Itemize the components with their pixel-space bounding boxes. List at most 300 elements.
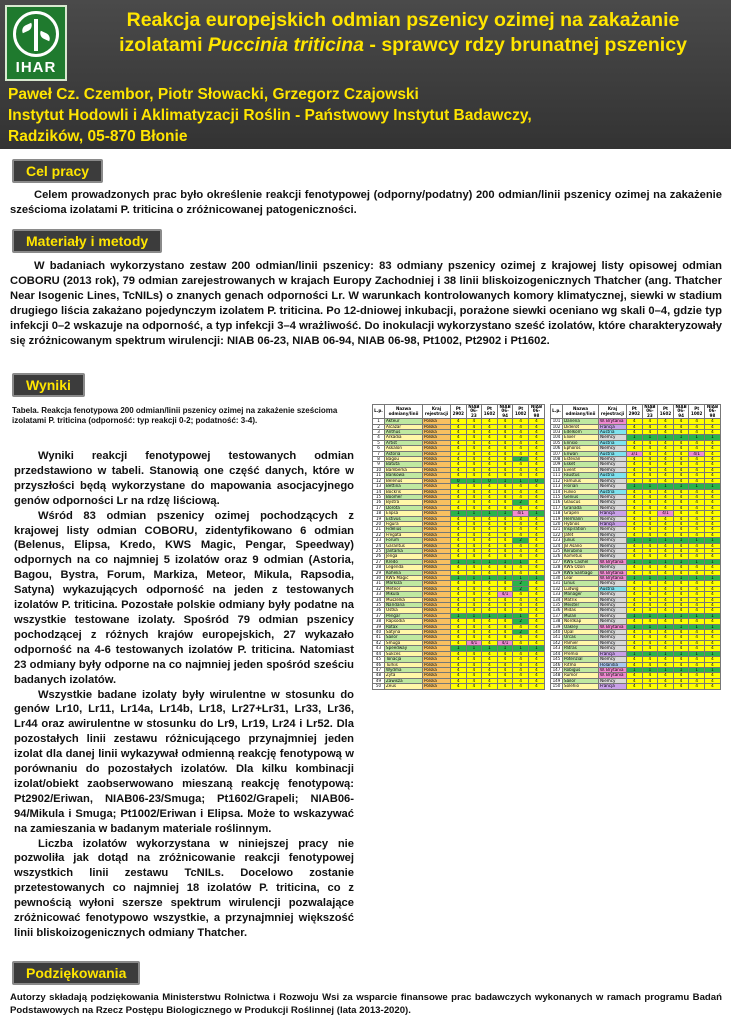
infection-type: 4: [513, 640, 529, 645]
infection-type: 4: [528, 673, 544, 678]
variety-name: Pamier: [563, 640, 599, 645]
infection-type: 4: [528, 570, 544, 575]
row-number: 12: [373, 478, 385, 483]
table-row: [373, 646, 545, 651]
infection-type: 1: [497, 576, 513, 581]
variety-name: Batuta: [385, 462, 423, 467]
infection-type: 1: [673, 624, 689, 629]
country: Polska: [423, 624, 451, 629]
variety-name: Premio: [563, 651, 599, 656]
row-number: 136: [551, 608, 563, 613]
infection-type: 4: [466, 619, 482, 624]
variety-name: Mikula: [385, 592, 423, 597]
table-row: [373, 565, 545, 570]
infection-type: 4: [513, 462, 529, 467]
infection-type: 4: [451, 565, 467, 570]
variety-name: Bamberka: [385, 467, 423, 472]
address: Radzików, 05-870 Błonie: [8, 128, 188, 145]
infection-type: 4: [466, 484, 482, 489]
infection-type: 4: [482, 603, 498, 608]
infection-type: 3: [451, 500, 467, 505]
table-row: [373, 603, 545, 608]
variety-name: Sailor: [563, 678, 599, 683]
infection-type: 4: [642, 657, 658, 662]
infection-type: 4: [528, 630, 544, 635]
row-number: 114: [551, 489, 563, 494]
infection-type: 4: [482, 484, 498, 489]
table-row: [373, 592, 545, 597]
country: Polska: [423, 440, 451, 445]
table-row: [373, 651, 545, 656]
variety-name: Muszelka: [385, 597, 423, 602]
infection-type: 4: [451, 489, 467, 494]
infection-type: 1: [673, 435, 689, 440]
row-number: 49: [373, 678, 385, 683]
row-number: 127: [551, 559, 563, 564]
infection-type: 4: [513, 565, 529, 570]
infection-type: 4: [673, 478, 689, 483]
infection-type: 4: [673, 657, 689, 662]
infection-type: 1: [642, 651, 658, 656]
infection-type: 4: [451, 516, 467, 521]
row-number: 150: [551, 684, 563, 689]
variety-name: Akteur: [385, 419, 423, 424]
row-number: 128: [551, 565, 563, 570]
infection-type: 1: [482, 576, 498, 581]
country: Niemcy: [599, 446, 627, 451]
infection-type: 1: [704, 651, 720, 656]
infection-type: 1: [627, 624, 643, 629]
table-row: [551, 667, 721, 672]
country: Polska: [423, 489, 451, 494]
infection-type: 4: [689, 527, 705, 532]
country: Polska: [423, 451, 451, 456]
table-row: [373, 430, 545, 435]
infection-type: 4: [482, 467, 498, 472]
infection-type: 4: [482, 419, 498, 424]
infection-type: 1: [627, 651, 643, 656]
table-row: [551, 651, 721, 656]
infection-type: 4: [451, 651, 467, 656]
variety-name: Naridana: [385, 603, 423, 608]
infection-type: 4: [658, 505, 674, 510]
variety-name: Oakley: [563, 624, 599, 629]
infection-type: 1: [642, 624, 658, 629]
infection-type: 4: [704, 586, 720, 591]
infection-type: 4: [482, 489, 498, 494]
infection-type: 4: [528, 500, 544, 505]
variety-name: Genius: [563, 494, 599, 499]
variety-name: Rumor: [563, 673, 599, 678]
infection-type: 4: [528, 684, 544, 689]
infection-type: 4: [466, 592, 482, 597]
row-number: 108: [551, 457, 563, 462]
variety-name: Bockris: [385, 489, 423, 494]
results-paragraph: Wszystkie badane izolaty były wirulentne w stosunku do genów Lr10, Lr11, Lr14a, Lr14b, Lr18, Lr27+Lr31, Lr33, Lr36, Lr44 oraz awirulentne w stosunku do Lr9, Lr19, Lr24 i Lr52. Dla pozostałych linii zestawu różnicującego przynajmniej jeden izolat dla danej linii wykazywał odmienną reakcję fenotypową w porównaniu do pozostałych izolatów. Dla kilku kombinacji izolat/obiekt zaobserwowano mieszaną reakcję fenotypową: Pt2902/Eriwan, NIAB06-23/Smuga; Pt1602/Grapeli; NIAB06-94/Mikula i Smuga; Pt1002/Eriwan i Elipsa. Może to wskazywać na zamieszania w badanym materiale roślinnym.: [14, 688, 354, 835]
infection-type: 4: [497, 651, 513, 656]
variety-name: Alcazar: [385, 424, 423, 429]
country: Niemcy: [599, 548, 627, 553]
infection-type: 4: [451, 548, 467, 553]
country: Polska: [423, 494, 451, 499]
infection-type: 4: [673, 511, 689, 516]
infection-type: 4: [673, 451, 689, 456]
row-number: 32: [373, 586, 385, 591]
variety-name: Meister: [563, 603, 599, 608]
infection-type: 4: [451, 581, 467, 586]
infection-type: 4: [627, 586, 643, 591]
infection-type: 4: [497, 630, 513, 635]
infection-type: 4: [482, 678, 498, 683]
infection-type: 4: [689, 511, 705, 516]
infection-type: 4: [466, 667, 482, 672]
variety-name: Ennsio: [563, 440, 599, 445]
variety-name: Robigus: [563, 667, 599, 672]
infection-type: 4: [627, 511, 643, 516]
infection-type: 1: [528, 576, 544, 581]
variety-name: Jafet: [563, 532, 599, 537]
infection-type: 4: [704, 462, 720, 467]
infection-type: 4: [528, 494, 544, 499]
infection-type: 1: [466, 511, 482, 516]
poster-header: [0, 0, 731, 149]
country: Polska: [423, 619, 451, 624]
infection-type: 1: [513, 559, 529, 564]
infection-type: 1: [689, 651, 705, 656]
infection-type: 4: [642, 424, 658, 429]
infection-type: 4: [704, 494, 720, 499]
infection-type: 4: [466, 630, 482, 635]
row-number: 23: [373, 538, 385, 543]
country: Polska: [423, 657, 451, 662]
infection-type: 1: [673, 576, 689, 581]
infection-type: 4: [451, 521, 467, 526]
infection-type: 4: [451, 592, 467, 597]
infection-type: 2: [513, 581, 529, 586]
infection-type: 4: [689, 603, 705, 608]
country: Austria: [599, 473, 627, 478]
infection-type: 1: [673, 538, 689, 543]
table-row: [373, 527, 545, 532]
country: W. Brytania: [599, 673, 627, 678]
row-number: 143: [551, 646, 563, 651]
infection-type: 4: [513, 597, 529, 602]
infection-type: 1: [689, 667, 705, 672]
infection-type: 4: [513, 624, 529, 629]
variety-name: Jantarka: [385, 548, 423, 553]
infection-type: 1: [658, 624, 674, 629]
variety-name: Elipsa: [385, 511, 423, 516]
infection-type: 4: [466, 548, 482, 553]
infection-type: 4: [673, 630, 689, 635]
infection-type: 4: [528, 462, 544, 467]
row-number: 40: [373, 630, 385, 635]
infection-type: 4: [642, 592, 658, 597]
infection-type: 4: [689, 662, 705, 667]
country: Polska: [423, 630, 451, 635]
infection-type: 4: [689, 478, 705, 483]
authors: Paweł Cz. Czembor, Piotr Słowacki, Grzegorz Czajowski: [8, 86, 419, 103]
infection-type: 4: [451, 678, 467, 683]
country: Polska: [423, 635, 451, 640]
country: Niemcy: [599, 608, 627, 613]
infection-type: 4: [627, 521, 643, 526]
infection-type: 4: [673, 554, 689, 559]
infection-type: 3/1: [627, 451, 643, 456]
infection-type: 4: [528, 662, 544, 667]
country: Niemcy: [599, 657, 627, 662]
country: Niemcy: [599, 646, 627, 651]
infection-type: 1: [497, 613, 513, 618]
variety-name: Bagou: [385, 457, 423, 462]
row-number: 139: [551, 624, 563, 629]
row-number: 19: [373, 516, 385, 521]
infection-type: 4: [513, 592, 529, 597]
infection-type: 4: [689, 543, 705, 548]
table-row: [373, 484, 545, 489]
infection-type: 4: [627, 457, 643, 462]
infection-type: 1: [704, 613, 720, 618]
infection-type: 4: [466, 635, 482, 640]
infection-type: 4: [528, 532, 544, 537]
country: Polska: [423, 446, 451, 451]
infection-type: 4: [466, 440, 482, 445]
variety-name: Forum: [385, 538, 423, 543]
infection-type: 4: [627, 635, 643, 640]
infection-type: 1: [689, 613, 705, 618]
infection-type: 4: [466, 473, 482, 478]
table-row: [373, 657, 545, 662]
row-number: 102: [551, 424, 563, 429]
row-number: 11: [373, 473, 385, 478]
row-number: 148: [551, 673, 563, 678]
infection-type: 4: [497, 419, 513, 424]
infection-type: 4: [658, 662, 674, 667]
infection-type: 4: [451, 657, 467, 662]
infection-type: 2: [513, 538, 529, 543]
infection-type: 4: [673, 467, 689, 472]
infection-type: 4: [528, 451, 544, 456]
variety-name: Lear: [563, 576, 599, 581]
country: Polska: [423, 532, 451, 537]
infection-type: 1: [658, 667, 674, 672]
variety-name: Potenzial: [563, 657, 599, 662]
infection-type: 1: [658, 538, 674, 543]
infection-type: 4: [658, 619, 674, 624]
infection-type: 4: [466, 494, 482, 499]
table-row: [551, 527, 721, 532]
logo-wheat-icon: [34, 19, 38, 51]
infection-type: 4: [642, 532, 658, 537]
infection-type: 4: [642, 635, 658, 640]
infection-type: 4: [673, 619, 689, 624]
infection-type: 4: [497, 554, 513, 559]
table-header-row: L.p. Nazwa odmiany/linii Kraj rejestracji Pt 2902 NIAB 06-23 Pt 1602 NIAB 06-94 Pt 1002 NIAB 06-98: [373, 405, 545, 419]
infection-type: 4: [528, 505, 544, 510]
infection-type: 1: [658, 484, 674, 489]
infection-type: 4: [673, 592, 689, 597]
variety-name: Bankowa: [385, 473, 423, 478]
infection-type: 4: [482, 565, 498, 570]
infection-type: 4: [482, 543, 498, 548]
variety-name: Manager: [563, 592, 599, 597]
infection-type: 4: [658, 548, 674, 553]
infection-type: 4: [497, 543, 513, 548]
infection-type: 4: [466, 451, 482, 456]
infection-type: 4: [689, 419, 705, 424]
infection-type: 4: [627, 603, 643, 608]
table-row: [551, 457, 721, 462]
infection-type: 4: [466, 684, 482, 689]
variety-name: Kohelia: [385, 570, 423, 575]
variety-name: Diderot: [563, 424, 599, 429]
table-row: [373, 538, 545, 543]
variety-name: Speedway: [385, 646, 423, 651]
variety-name: Dorota: [385, 505, 423, 510]
infection-type: 4: [642, 473, 658, 478]
infection-type: 4: [482, 500, 498, 505]
variety-name: Askalon: [385, 446, 423, 451]
infection-type: 4: [642, 548, 658, 553]
infection-type: 4: [658, 592, 674, 597]
infection-type: 4: [466, 500, 482, 505]
variety-name: Patras: [563, 646, 599, 651]
table-row: [373, 419, 545, 424]
table-row: [373, 548, 545, 553]
infection-type: 4: [704, 543, 720, 548]
table-row: [551, 657, 721, 662]
infection-type: 4: [528, 484, 544, 489]
variety-name: Julius: [563, 538, 599, 543]
table-header-row: L.p. Nazwa odmiany/linii Kraj rejestracji Pt 2902 NIAB 06-23 Pt 1602 NIAB 06-94 Pt 1002 NIAB 06-98: [551, 405, 721, 419]
infection-type: 4: [513, 532, 529, 537]
infection-type: 4/1: [658, 511, 674, 516]
infection-type: 1: [513, 646, 529, 651]
infection-type: 4: [466, 521, 482, 526]
infection-type: 4: [482, 473, 498, 478]
row-number: 129: [551, 570, 563, 575]
infection-type: 4: [658, 494, 674, 499]
country: Polska: [423, 667, 451, 672]
table-row: [551, 548, 721, 553]
infection-type: 4: [451, 435, 467, 440]
infection-type: 4: [497, 440, 513, 445]
infection-type: 4: [513, 473, 529, 478]
infection-type: 4: [658, 419, 674, 424]
infection-type: 4: [528, 435, 544, 440]
infection-type: 4: [704, 440, 720, 445]
infection-type: 4: [482, 457, 498, 462]
country: Polska: [423, 662, 451, 667]
infection-type: 4: [673, 603, 689, 608]
infection-type: 4: [673, 570, 689, 575]
infection-type: 4: [466, 457, 482, 462]
table-row: [373, 570, 545, 575]
infection-type: 4: [689, 500, 705, 505]
variety-name: Linus: [563, 581, 599, 586]
infection-type: 4: [642, 494, 658, 499]
infection-type: 4: [642, 603, 658, 608]
infection-type: 1: [689, 624, 705, 629]
infection-type: 4: [482, 586, 498, 591]
table-row: [373, 630, 545, 635]
infection-type: 4: [689, 586, 705, 591]
table-row: [373, 457, 545, 462]
country: Polska: [423, 559, 451, 564]
infection-type: 4: [497, 435, 513, 440]
logo-text: IHAR: [15, 59, 57, 76]
infection-type: 4: [689, 457, 705, 462]
infection-type: 0: [451, 478, 467, 483]
variety-name: Smuga: [385, 640, 423, 645]
row-number: 121: [551, 527, 563, 532]
row-number: 111: [551, 473, 563, 478]
infection-type: 4: [658, 446, 674, 451]
infection-type: 4: [673, 440, 689, 445]
row-number: 9: [373, 462, 385, 467]
table-row: [373, 462, 545, 467]
infection-type: 4: [497, 451, 513, 456]
infection-type: 4: [627, 548, 643, 553]
infection-type: 4: [642, 597, 658, 602]
variety-name: Nordkap: [563, 619, 599, 624]
infection-type: 4: [689, 516, 705, 521]
infection-type: 4: [642, 489, 658, 494]
infection-type: 4: [497, 673, 513, 678]
infection-type: 1: [627, 435, 643, 440]
infection-type: 4: [627, 516, 643, 521]
country: Niemcy: [599, 597, 627, 602]
infection-type: 4: [704, 630, 720, 635]
row-number: 135: [551, 603, 563, 608]
table-row: [551, 554, 721, 559]
infection-type: 4: [673, 424, 689, 429]
infection-type: 2: [513, 500, 529, 505]
variety-name: Figura: [385, 521, 423, 526]
country: Polska: [423, 673, 451, 678]
infection-type: 4: [482, 538, 498, 543]
infection-type: 1: [627, 667, 643, 672]
row-number: 42: [373, 640, 385, 645]
infection-type: 4: [673, 446, 689, 451]
infection-type: 4: [658, 543, 674, 548]
infection-type: 4: [513, 678, 529, 683]
country: Polska: [423, 576, 451, 581]
infection-type: 4: [466, 532, 482, 537]
table-row: [373, 619, 545, 624]
row-number: 27: [373, 559, 385, 564]
variety-name: Kometus: [563, 554, 599, 559]
infection-type: 4: [466, 565, 482, 570]
infection-type: 4: [658, 586, 674, 591]
country: Francja: [599, 511, 627, 516]
country: Francja: [599, 521, 627, 526]
row-number: 109: [551, 462, 563, 467]
results-paragraph: Wśród 83 odmian pszenicy ozimej pochodzących z krajowej listy odmian COBORU, zidentyfikowano 6 odmian (Belenus, Elipsa, Kredo, KWS Magic, Pengar, Speedway) odpornych na co najmniej 5 izolatów oraz 9 odmian (Astoria, Bagou, Bystra, Forum, Markiza, Meteor, Mikula, Rapsodia, Satyna) wykazujących odporność na jeden z testowanych izolatów P. triticina. Pozostałe polskie odmiany były podatne na wszystkie testowane izolaty. Spośród 79 odmian pszenicy pochodzącej z różnych krajów europejskich, 27 wykazało odporność na 4-6 testowanych izolatów P. triticina. Natomiast 23 odmiany były odporne na co najmniej jeden spośród sześciu badanych izolatów.: [14, 509, 354, 686]
infection-type: 4: [528, 667, 544, 672]
infection-type: 4: [673, 548, 689, 553]
infection-type: 4: [689, 532, 705, 537]
infection-type: 4: [497, 484, 513, 489]
table-row: [551, 586, 721, 591]
infection-type: 4: [466, 424, 482, 429]
variety-name: Tonacja: [385, 657, 423, 662]
variety-name: Glaucus: [563, 500, 599, 505]
infection-type: 4: [704, 467, 720, 472]
infection-type: 4: [513, 662, 529, 667]
variety-name: Rapsodia: [385, 619, 423, 624]
infection-type: 4: [642, 640, 658, 645]
